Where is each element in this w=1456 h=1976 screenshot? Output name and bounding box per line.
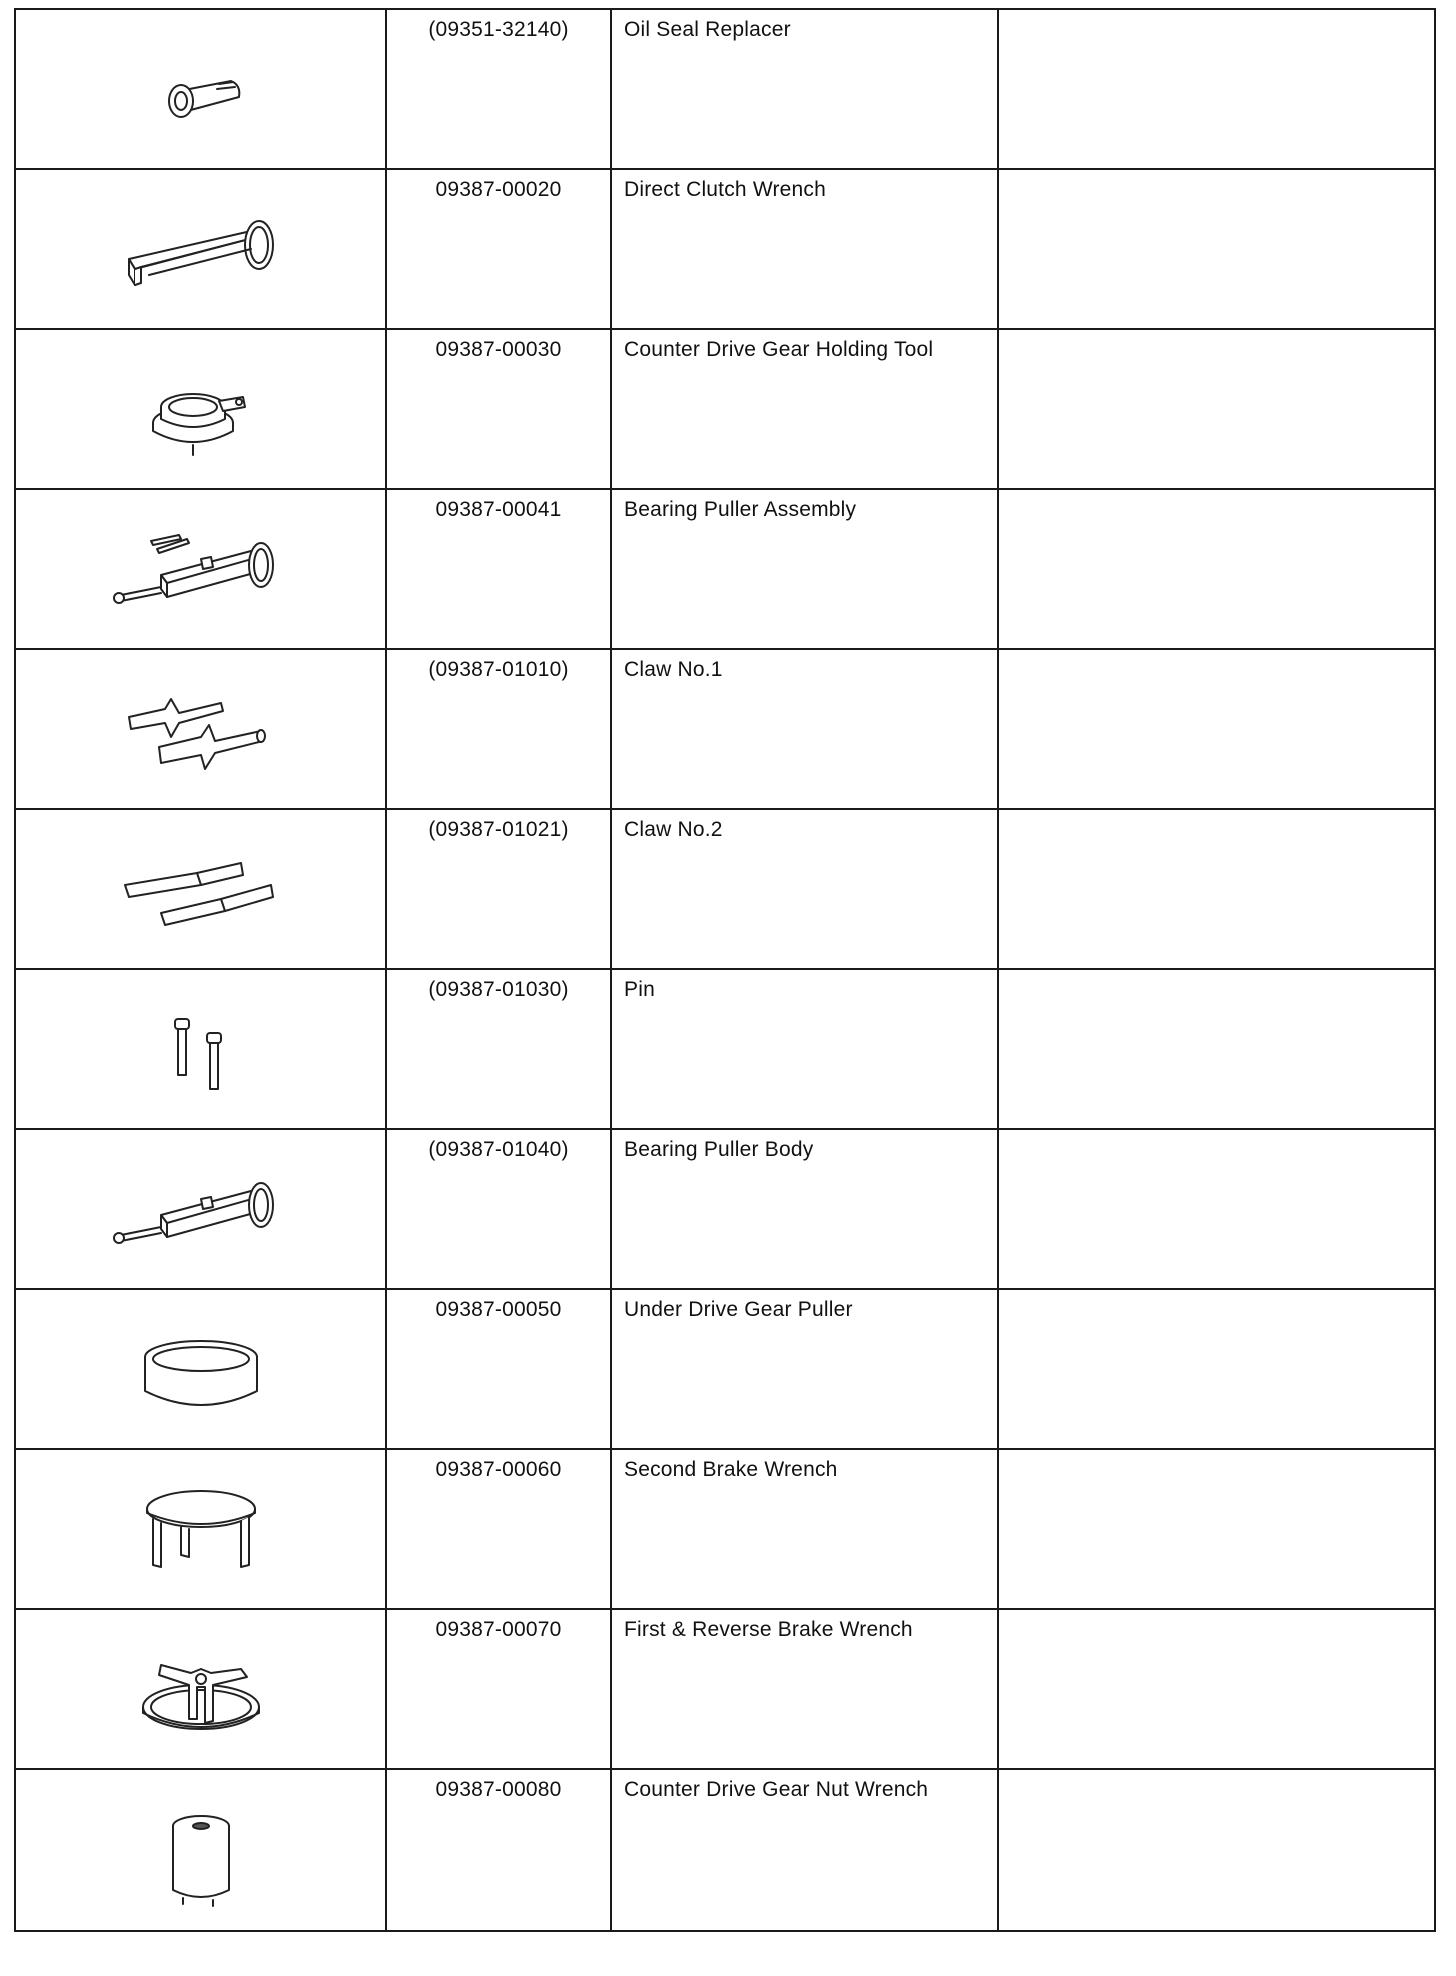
special-tools-table — [14, 8, 1436, 1932]
under-drive-gear-puller-icon — [101, 1309, 301, 1429]
illustration-cell — [15, 169, 386, 329]
notes-cell — [998, 1449, 1435, 1609]
table-row — [15, 329, 1435, 489]
notes-cell — [998, 1769, 1435, 1931]
part-number: (09387-01021) — [428, 818, 569, 841]
notes-cell — [998, 969, 1435, 1129]
illustration-cell — [15, 1129, 386, 1289]
table-row — [15, 1769, 1435, 1931]
tool-name: Claw No.2 — [624, 818, 723, 841]
tool-name-cell — [611, 969, 998, 1129]
tool-name-cell — [611, 1449, 998, 1609]
bearing-puller-assembly-icon — [101, 509, 301, 629]
tool-name: Counter Drive Gear Holding Tool — [624, 338, 934, 361]
illustration-cell — [15, 9, 386, 169]
tool-name-cell — [611, 649, 998, 809]
illustration-cell — [15, 809, 386, 969]
tool-name-cell — [611, 9, 998, 169]
illustration-cell — [15, 1449, 386, 1609]
table-row — [15, 1449, 1435, 1609]
tool-name: Bearing Puller Body — [624, 1138, 814, 1161]
table-row — [15, 809, 1435, 969]
tool-name-cell — [611, 1289, 998, 1449]
part-number-cell — [386, 649, 611, 809]
tool-name: Oil Seal Replacer — [624, 18, 791, 41]
part-number-cell — [386, 329, 611, 489]
part-number-cell — [386, 1289, 611, 1449]
part-number: 09387-00050 — [435, 1298, 562, 1321]
illustration-cell — [15, 1289, 386, 1449]
tool-name-cell — [611, 1609, 998, 1769]
part-number: (09387-01030) — [428, 978, 569, 1001]
tool-name-cell — [611, 489, 998, 649]
notes-cell — [998, 489, 1435, 649]
illustration-cell — [15, 1769, 386, 1931]
part-number-cell — [386, 489, 611, 649]
notes-cell — [998, 649, 1435, 809]
table-row — [15, 489, 1435, 649]
notes-cell — [998, 1129, 1435, 1289]
oil-seal-replacer-icon — [101, 29, 301, 149]
pin-icon — [101, 989, 301, 1109]
tool-name: Bearing Puller Assembly — [624, 498, 857, 521]
illustration-cell — [15, 649, 386, 809]
tool-name-cell — [611, 1769, 998, 1931]
claw-no1-icon — [101, 669, 301, 789]
notes-cell — [998, 169, 1435, 329]
tool-name-cell — [611, 169, 998, 329]
part-number: 09387-00070 — [435, 1618, 562, 1641]
tool-name: Under Drive Gear Puller — [624, 1298, 853, 1321]
counter-drive-gear-nut-wrench-icon — [101, 1790, 301, 1910]
tool-name: Claw No.1 — [624, 658, 723, 681]
table-row — [15, 1129, 1435, 1289]
notes-cell — [998, 9, 1435, 169]
part-number-cell — [386, 1769, 611, 1931]
part-number-cell — [386, 969, 611, 1129]
part-number: (09351-32140) — [428, 18, 569, 41]
part-number: 09387-00060 — [435, 1458, 562, 1481]
table-row — [15, 649, 1435, 809]
illustration-cell — [15, 489, 386, 649]
part-number: (09387-01010) — [428, 658, 569, 681]
illustration-cell — [15, 969, 386, 1129]
tool-name: Pin — [624, 978, 655, 1001]
part-number-cell — [386, 169, 611, 329]
notes-cell — [998, 329, 1435, 489]
first-reverse-brake-wrench-icon — [101, 1629, 301, 1749]
tool-name: Counter Drive Gear Nut Wrench — [624, 1778, 929, 1801]
part-number: 09387-00080 — [435, 1778, 562, 1801]
part-number-cell — [386, 809, 611, 969]
tool-name: Second Brake Wrench — [624, 1458, 838, 1481]
tool-name-cell — [611, 1129, 998, 1289]
part-number: 09387-00020 — [435, 178, 562, 201]
counter-drive-gear-holding-tool-icon — [101, 349, 301, 469]
tool-name-cell — [611, 329, 998, 489]
part-number-cell — [386, 1449, 611, 1609]
tool-name: Direct Clutch Wrench — [624, 178, 827, 201]
notes-cell — [998, 1609, 1435, 1769]
notes-cell — [998, 809, 1435, 969]
illustration-cell — [15, 329, 386, 489]
claw-no2-icon — [101, 829, 301, 949]
notes-cell — [998, 1289, 1435, 1449]
table-row — [15, 1609, 1435, 1769]
part-number-cell — [386, 9, 611, 169]
table-row — [15, 1289, 1435, 1449]
second-brake-wrench-icon — [101, 1469, 301, 1589]
part-number-cell — [386, 1129, 611, 1289]
table-row — [15, 169, 1435, 329]
tool-name-cell — [611, 809, 998, 969]
bearing-puller-body-icon — [101, 1149, 301, 1269]
table-row — [15, 969, 1435, 1129]
table-row — [15, 9, 1435, 169]
part-number: 09387-00030 — [435, 338, 562, 361]
direct-clutch-wrench-icon — [101, 189, 301, 309]
part-number-cell — [386, 1609, 611, 1769]
illustration-cell — [15, 1609, 386, 1769]
part-number: (09387-01040) — [428, 1138, 569, 1161]
tool-name: First & Reverse Brake Wrench — [624, 1618, 913, 1641]
part-number: 09387-00041 — [435, 498, 562, 521]
